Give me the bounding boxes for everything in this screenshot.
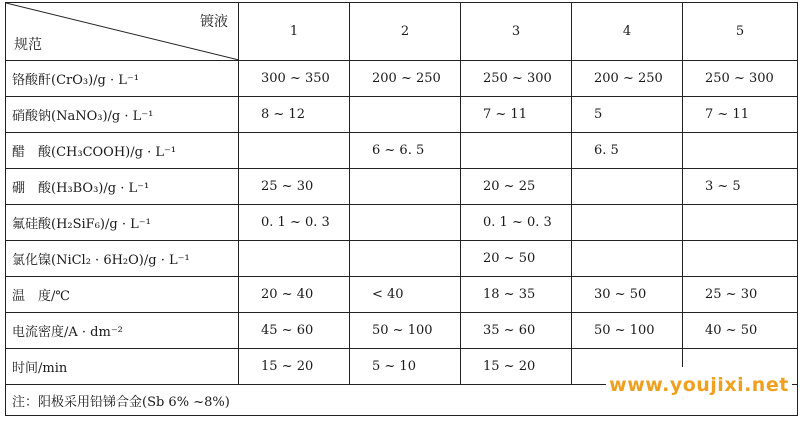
table-cell: 25 ~ 30 [683,277,798,313]
table-cell [350,169,461,205]
table-cell: 50 ~ 100 [572,313,683,349]
table-cell: 6 ~ 6. 5 [350,133,461,169]
table-cell: 0. 1 ~ 0. 3 [239,205,350,241]
table-cell: 20 ~ 25 [461,169,572,205]
row-label: 硼 酸(H₃BO₃)/g · L⁻¹ [6,169,239,205]
table-cell [350,97,461,133]
table-cell: 200 ~ 250 [350,61,461,97]
table-row [6,205,798,241]
row-label: 电流密度/A · dm⁻² [6,313,239,349]
table-cell [683,205,798,241]
table-cell: 30 ~ 50 [572,277,683,313]
row-label: 温 度/℃ [6,277,239,313]
table-cell: 20 ~ 40 [239,277,350,313]
row-label: 时间/min [6,349,239,385]
column-header-5: 5 [683,3,798,61]
table-cell [683,133,798,169]
table-cell [572,169,683,205]
table-row [6,133,798,169]
table-row [6,277,798,313]
table-cell: 50 ~ 100 [350,313,461,349]
table-row [6,241,798,277]
table-cell [350,205,461,241]
corner-top-label: 镀液 [200,14,228,30]
table-cell [239,133,350,169]
table-cell: 20 ~ 50 [461,241,572,277]
table-cell: 5 [572,97,683,133]
table-cell [572,241,683,277]
column-header-1: 1 [239,3,350,61]
row-label: 醋 酸(CH₃COOH)/g · L⁻¹ [6,133,239,169]
table-cell: 200 ~ 250 [572,61,683,97]
table-cell: 6. 5 [572,133,683,169]
table-cell: 250 ~ 300 [461,61,572,97]
table-row [6,61,798,97]
table-cell: 8 ~ 12 [239,97,350,133]
column-header-3: 3 [461,3,572,61]
table-row [6,169,798,205]
corner-bottom-label: 规范 [14,37,42,53]
table-cell: 40 ~ 50 [683,313,798,349]
table-cell: 5 ~ 10 [350,349,461,385]
corner-header-cell [6,3,239,61]
table-cell [572,205,683,241]
row-label: 硝酸钠(NaNO₃)/g · L⁻¹ [6,97,239,133]
table-cell: 25 ~ 30 [239,169,350,205]
row-label: 铬酸酐(CrO₃)/g · L⁻¹ [6,61,239,97]
table-cell: 35 ~ 60 [461,313,572,349]
table-cell: 45 ~ 60 [239,313,350,349]
table-cell: 0. 1 ~ 0. 3 [461,205,572,241]
table-note: 注：阳极采用铅锑合金(Sb 6% ~8%) [6,385,798,416]
table-cell: < 40 [350,277,461,313]
table-cell: 250 ~ 300 [683,61,798,97]
column-header-4: 4 [572,3,683,61]
watermark-logo: www.youjixi.net [606,367,792,403]
header-row [6,3,798,61]
table-cell [350,241,461,277]
row-label: 氟硅酸(H₂SiF₆)/g · L⁻¹ [6,205,239,241]
table-row [6,313,798,349]
column-header-2: 2 [350,3,461,61]
table-cell: 15 ~ 20 [239,349,350,385]
table-cell [461,133,572,169]
table-cell: 18 ~ 35 [461,277,572,313]
table-cell: 300 ~ 350 [239,61,350,97]
table-cell: 7 ~ 11 [683,97,798,133]
plating-spec-table [5,2,798,416]
table-cell: 7 ~ 11 [461,97,572,133]
table-row [6,97,798,133]
table-cell: 15 ~ 20 [461,349,572,385]
table-cell [683,241,798,277]
row-label: 氯化镍(NiCl₂ · 6H₂O)/g · L⁻¹ [6,241,239,277]
table-cell: 3 ~ 5 [683,169,798,205]
table-cell [239,241,350,277]
